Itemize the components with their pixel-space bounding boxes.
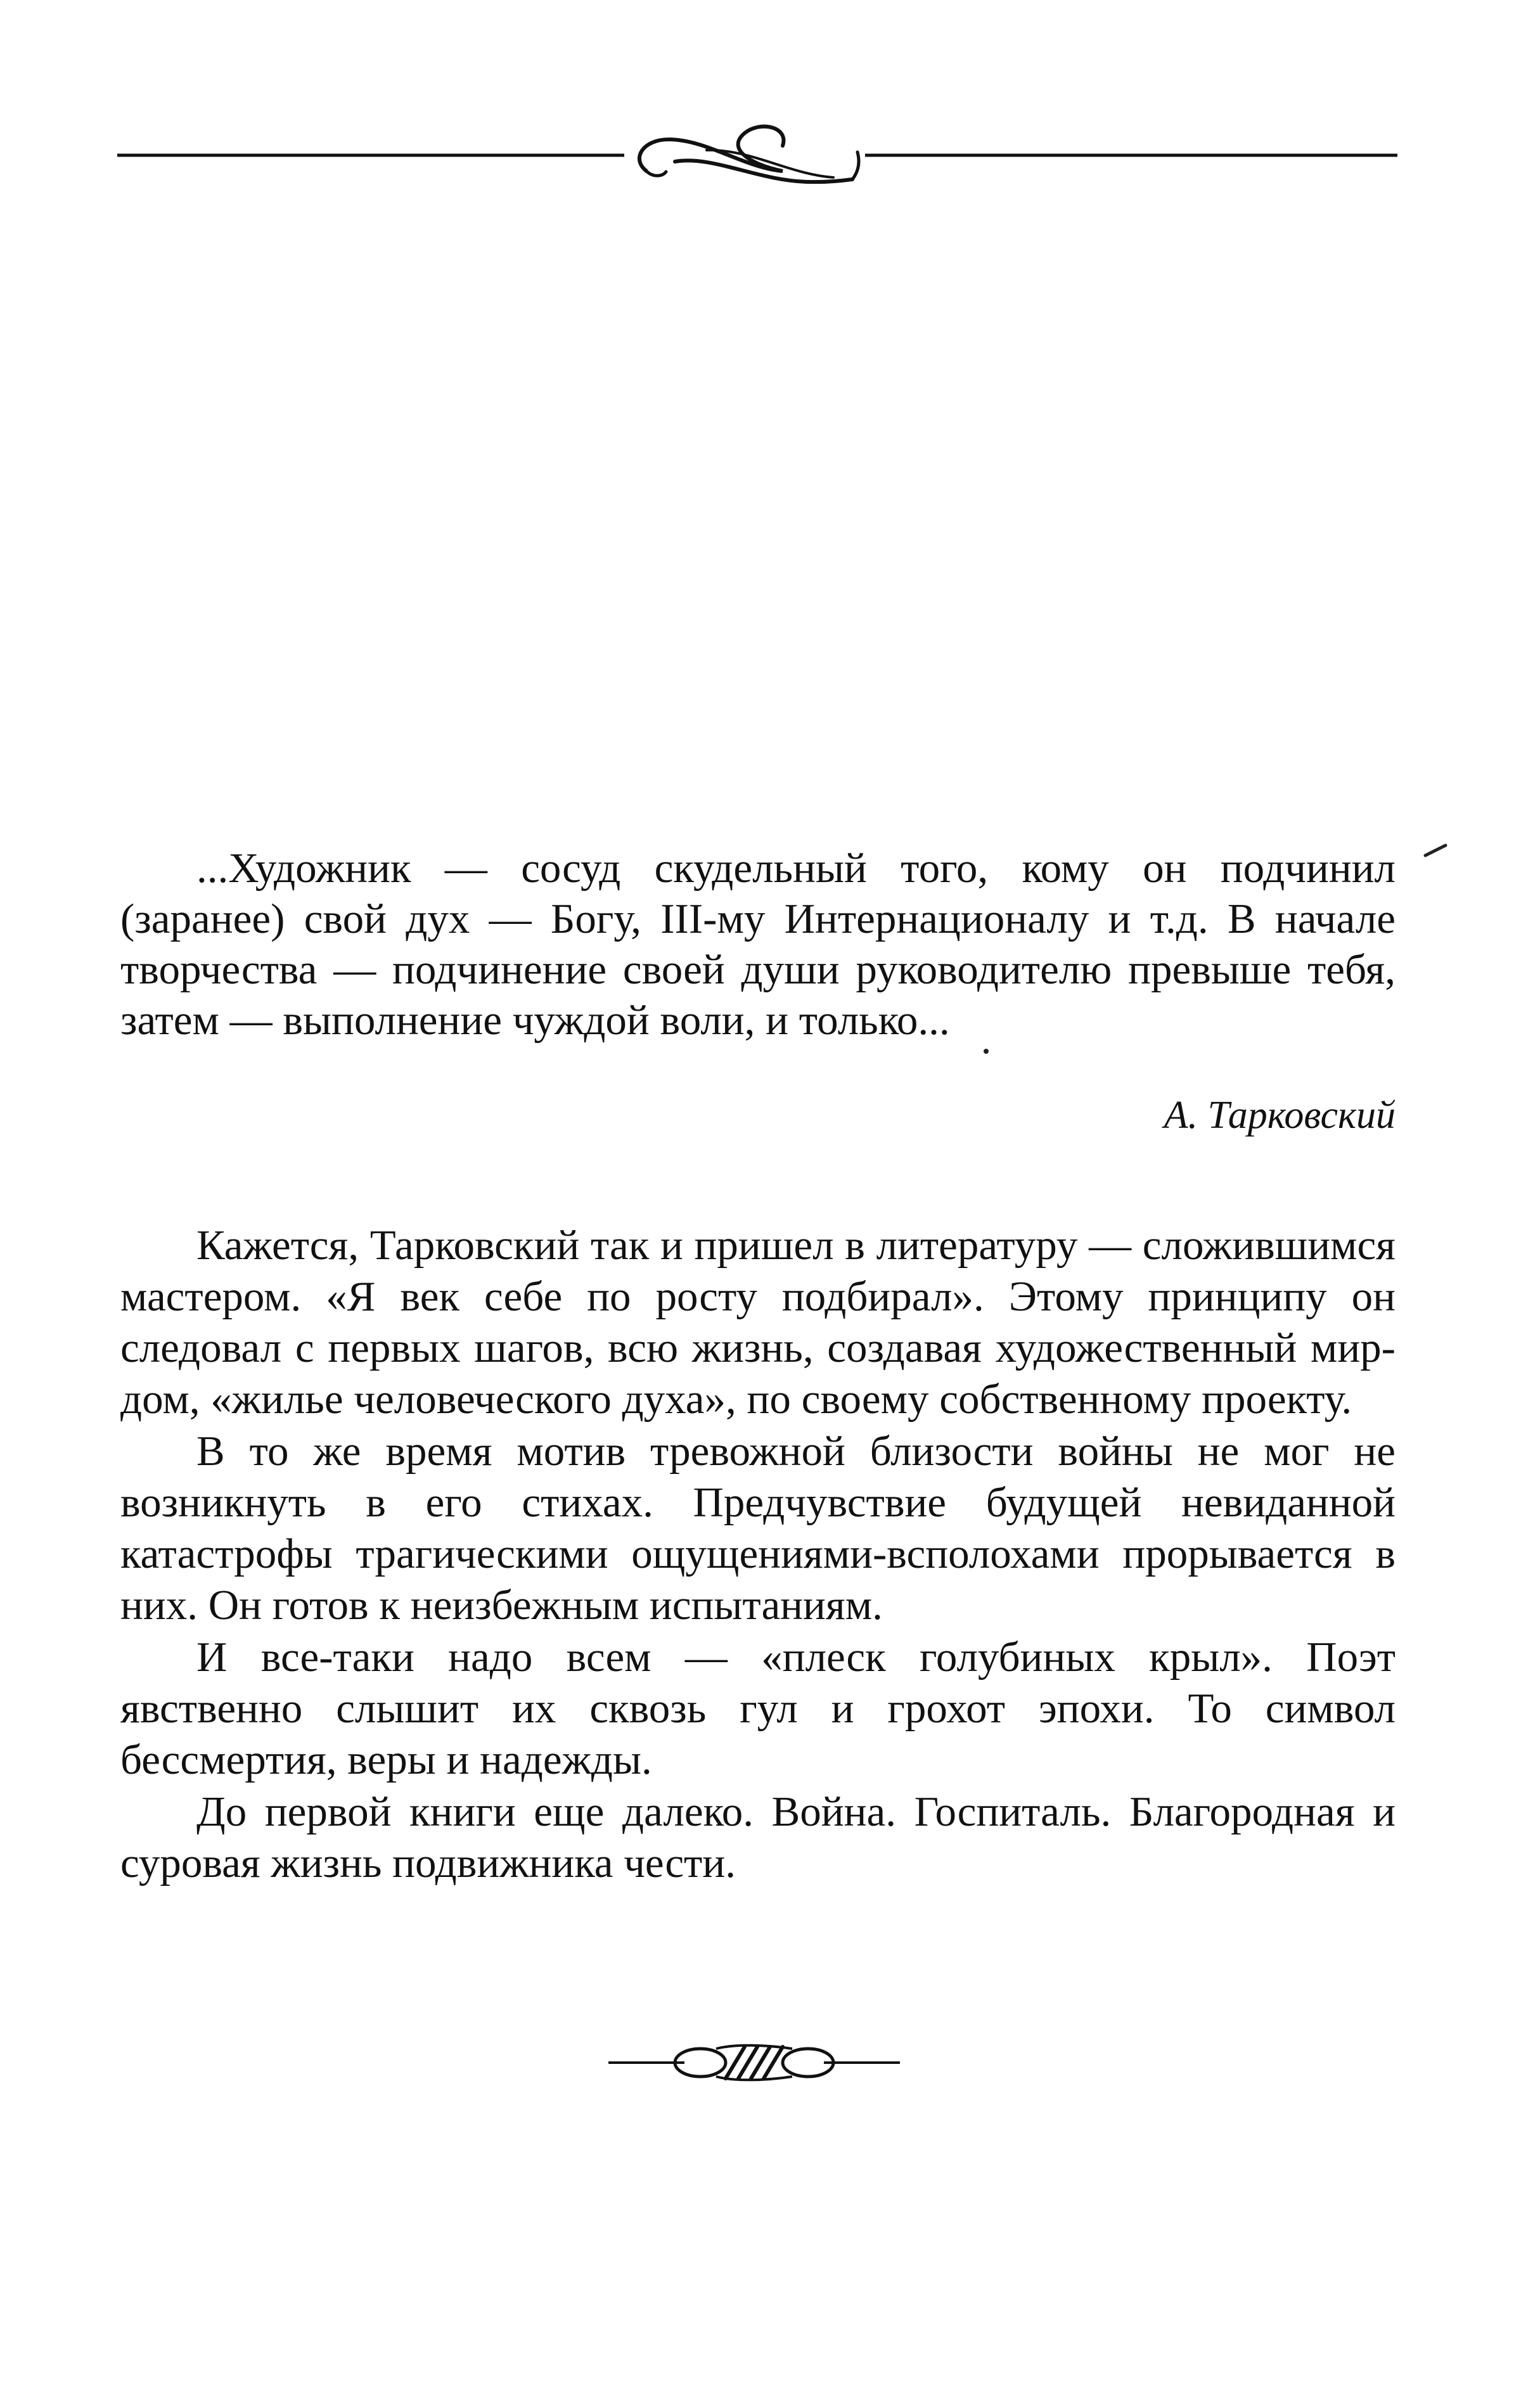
paragraph: В то же время мотив тревожной близости войны не мог не возникнуть в его стихах. Предчувствие будущей невиданной катастрофы трагическими ощущениями-всполохами прорывается в них. Он готов к неизбежным испытаниям.	[120, 1428, 1396, 1629]
paragraph: И все-таки надо всем — «плеск голубиных крыл». Поэт явственно слышит их сквозь гул и грохот эпохи. То символ бессмертия, веры и надежды.	[120, 1634, 1396, 1783]
bottom-flourish-end-icon	[608, 2025, 900, 2101]
body-text	[120, 1220, 1396, 1890]
epigraph-author: А. Тарковский	[1164, 1094, 1396, 1137]
epigraph-text: ...Художник — сосуд скудельный того, кому он подчинил (заранее) свой дух — Богу, III-му Интернационалу и т.д. В начале творчества — подчинение своей души руководителю превыше тебя, затем — выполнение чуждой воли, и только...	[120, 845, 1396, 1044]
top-flourish-divider-icon	[117, 111, 1397, 206]
paragraph: До первой книги еще далеко. Война. Госпиталь. Благородная и суровая жизнь подвижника чести.	[120, 1788, 1396, 1886]
stray-mark	[1423, 843, 1448, 858]
paragraph: Кажется, Тарковский так и пришел в литературу — сложившимся мастером. «Я век себе по росту подбирал». Этому принципу он следовал с первых шагов, всю жизнь, создавая художественный мир-дом, «жилье человеческого духа», по своему собственному проекту.	[120, 1222, 1396, 1423]
stray-dot	[984, 1049, 989, 1054]
epigraph	[120, 843, 1396, 1046]
